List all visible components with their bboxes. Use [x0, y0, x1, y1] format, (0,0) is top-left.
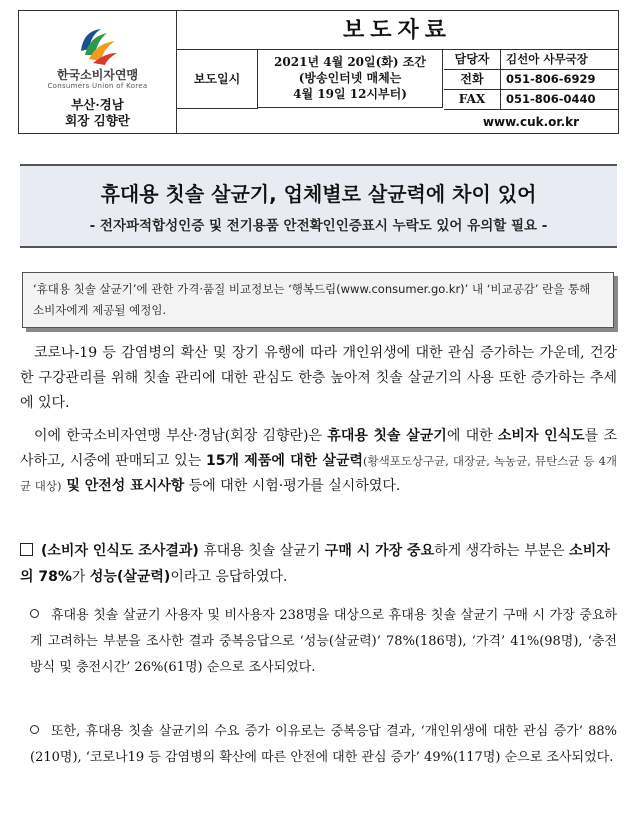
text-run-bold: 안전성 표시사항	[84, 478, 185, 494]
paragraph-intro: 코로나-19 등 감염병의 확산 및 장기 유행에 따라 개인위생에 대한 관심 증가하는 가운데, 건강한 구강관리를 위해 칫솔 관리에 대한 관심도 한층 높아져 칫솔 살균기의 사용 또한 증가하는 추세에 있다.	[20, 345, 617, 411]
contact-key: 담당자	[444, 50, 501, 69]
contact-table	[444, 50, 618, 110]
section-bullet	[20, 538, 617, 590]
text-run-bold: 소비자의 78%	[20, 543, 610, 585]
text-run: 이에 한국소비자연맹 부산·경남(회장 김향란)은	[34, 428, 328, 444]
contact-key: 전화	[444, 70, 501, 89]
sub-bullet-text: 또한, 휴대용 칫솔 살균기의 수요 증가 이유로는 중복응답 결과, ‘개인위생에 대한 관심 증가’ 88%(210명), ‘코로나19 등 감염병의 확산에 따른 안전에 대한 관심 증가’ 49%(117명) 순으로 조사되었다.	[30, 724, 617, 765]
release-date-line3: 4월 19일 12시부터)	[293, 87, 407, 101]
sub-bullet-1	[30, 603, 617, 681]
text-run: 휴대용 칫솔 살균기	[198, 543, 325, 559]
contact-row	[444, 70, 618, 90]
section-label: (소비자 인식도 조사결과)	[41, 543, 199, 559]
website-link[interactable]: www.cuk.or.kr	[482, 115, 580, 129]
text-run-bold: 휴대용 칫솔 살균기	[327, 428, 447, 444]
headline-box	[20, 164, 617, 248]
subheadline: - 전자파적합성인증 및 전기용품 안전확인인증표시 누락도 있어 유의할 필요 -	[89, 218, 548, 234]
contact-value: 김선아 사무국장	[506, 52, 588, 66]
org-english-name: Consumers Union of Korea	[47, 82, 148, 90]
text-run: 이라고 응답하였다.	[170, 569, 288, 585]
sub-bullet-text: 휴대용 칫솔 살균기 사용자 및 비사용자 238명을 대상으로 휴대용 칫솔 살균기 구매 시 가장 중요하게 고려하는 부분을 조사한 결과 중복응답으로 ‘성능(살균력)’ 78%(186명), ‘가격’ 41%(98명), ‘충전방식 및 충전시간’ 26%(61명) 순으로 조사되었다.	[30, 608, 617, 675]
release-label: 보도일시	[177, 50, 258, 109]
release-date-line1: 2021년 4월 20일(화) 조간	[274, 55, 426, 69]
square-bullet-icon	[20, 543, 33, 556]
info-note: ‘휴대용 칫솔 살균기’에 관한 가격·품질 비교정보는 ‘행복드림(www.consumer.go.kr)’ 내 ‘비교공감’ 란을 통해 소비자에게 제공될 예정임.	[22, 272, 614, 328]
sub-bullet-2	[30, 719, 617, 771]
release-date	[258, 50, 443, 108]
text-run: 하게 생각하는 부분은	[434, 543, 570, 559]
text-run-bold: 15개 제품에 대한 살균력	[206, 453, 363, 469]
doc-title: 보도자료	[177, 11, 618, 50]
text-run-bold: 성능(살균력)	[89, 569, 171, 585]
branch-chair: 회장 김향란	[65, 113, 130, 128]
logo-cell	[19, 11, 177, 133]
press-header-table	[18, 10, 619, 134]
text-run-small: (황색포도상구균, 대장균, 녹농균, 뮤탄스균 등 4개 균 대상)	[20, 454, 617, 493]
contact-row	[444, 50, 618, 70]
text-run-bold: 구매 시 가장 중요	[324, 543, 435, 559]
contact-value: 051-806-0440	[506, 92, 596, 106]
org-name: 한국소비자연맹	[56, 68, 139, 82]
circle-bullet-icon	[30, 725, 39, 734]
paragraph-survey	[20, 424, 617, 499]
circle-bullet-icon	[30, 609, 39, 618]
contact-value: 051-806-6929	[506, 72, 596, 86]
text-run: 에 대한	[446, 428, 498, 444]
release-date-line2: (방송인터넷 매체는	[298, 71, 402, 85]
org-logo-icon	[75, 23, 119, 65]
text-run-bold: 소비자 인식도	[497, 428, 585, 444]
contact-row	[444, 90, 618, 110]
text-run: 를 조사하고, 시중에 판매되고 있는	[20, 428, 617, 469]
text-run-bold: 및	[61, 478, 85, 494]
text-run: 등에 대한 시험·평가를 실시하였다.	[184, 478, 401, 494]
text-run: 가	[71, 569, 90, 585]
branch-info	[19, 97, 176, 129]
branch-name: 부산·경남	[71, 97, 124, 112]
contact-key: FAX	[444, 90, 501, 109]
headline: 휴대용 칫솔 살균기, 업체별로 살균력에 차이 있어	[100, 182, 537, 206]
